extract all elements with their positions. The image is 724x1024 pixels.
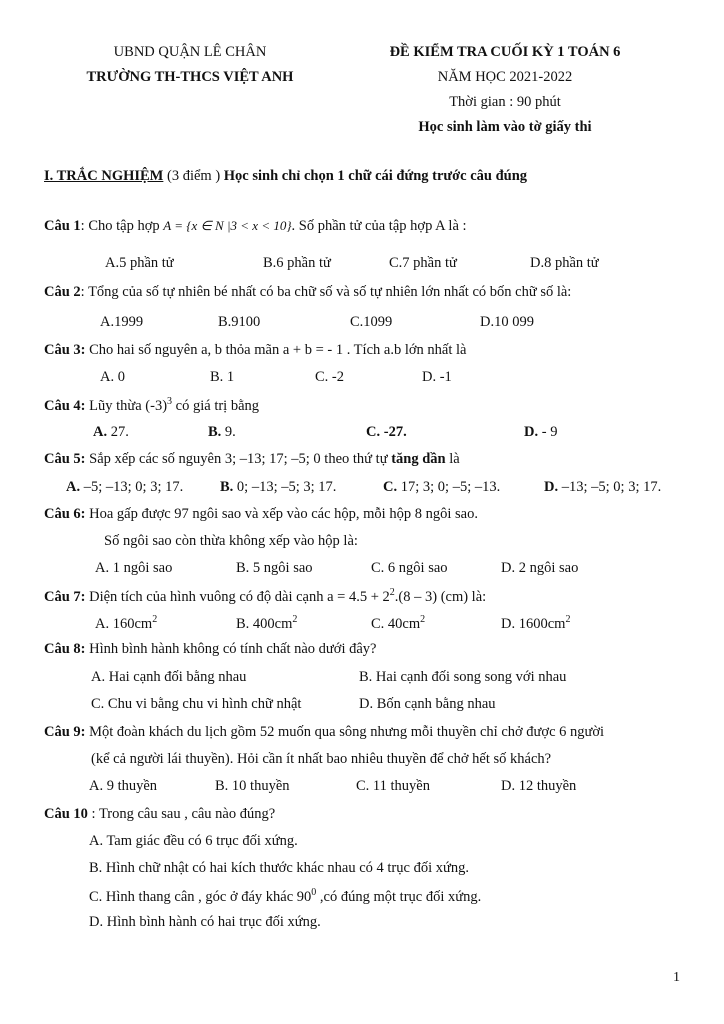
q2-option-c: C.1099 xyxy=(350,314,393,330)
exponent: 2 xyxy=(389,587,395,598)
q8-option-d: D. Bốn cạnh bằng nhau xyxy=(359,696,496,712)
emphasis: tăng dần xyxy=(391,451,446,467)
q8-option-c: C. Chu vi bằng chu vi hình chữ nhật xyxy=(91,696,302,712)
option-letter: C. xyxy=(383,479,398,495)
option-value: 17; 3; 0; –5; –13. xyxy=(397,479,501,495)
q5-option-c xyxy=(383,479,500,496)
set-notation: A = {x ∈ N |3 < x < 10} xyxy=(163,218,292,233)
question-5 xyxy=(44,451,460,468)
q3-option-d: D. -1 xyxy=(422,369,452,385)
q9-option-a: A. 9 thuyền xyxy=(89,778,158,794)
question-text: : Trong câu sau , câu nào đúng? xyxy=(87,806,276,822)
question-label: Câu 10 xyxy=(44,806,88,822)
question-text: Hình bình hành không có tính chất nào dưới đây? xyxy=(85,641,377,657)
q2-option-a: A.1999 xyxy=(100,314,144,330)
question-9 xyxy=(44,724,604,741)
q5-option-d xyxy=(544,479,661,496)
question-2 xyxy=(44,284,571,301)
q10-option-b: B. Hình chữ nhật có hai kích thước khác nhau có 4 trục đối xứng. xyxy=(89,860,469,876)
q3-option-c: C. -2 xyxy=(315,369,344,385)
section-instruction: Học sinh chỉ chọn 1 chữ cái đứng trước câu đúng xyxy=(223,168,528,184)
question-label: Câu 4: xyxy=(44,397,86,414)
q9-option-d: D. 12 thuyền xyxy=(501,778,577,794)
option-value: A. 160cm xyxy=(95,615,153,632)
q8-option-a: A. Hai cạnh đối bằng nhau xyxy=(91,669,247,685)
option-letter: A. xyxy=(66,479,81,495)
q6-option-b: B. 5 ngôi sao xyxy=(236,560,313,576)
page-number: 1 xyxy=(673,970,680,985)
question-text: Một đoàn khách du lịch gồm 52 muốn qua sông nhưng mỗi thuyền chỉ chở được 6 người xyxy=(85,724,605,740)
question-7 xyxy=(44,587,486,606)
question-label: Câu 1 xyxy=(44,218,81,234)
q2-option-d: D.10 099 xyxy=(480,314,534,330)
question-text: Diện tích của hình vuông có độ dài cạnh a = 4.5 + 2 xyxy=(85,588,390,605)
option-value: 0; –13; –5; 3; 17. xyxy=(233,479,337,495)
q10-option-d: D. Hình bình hành có hai trục đối xứng. xyxy=(89,914,321,930)
answer-instruction: Học sinh làm vào tờ giấy thi xyxy=(418,119,592,135)
option-text-after: ,có đúng một trục đối xứng. xyxy=(316,888,482,905)
question-text-after: có giá trị bằng xyxy=(172,397,260,414)
q1-option-c: C.7 phần tử xyxy=(389,255,457,271)
option-letter: D. xyxy=(524,424,539,440)
q4-option-d xyxy=(524,424,557,441)
option-value: –13; –5; 0; 3; 17. xyxy=(558,479,662,495)
q7-option-b xyxy=(236,614,297,633)
header-left-line1: UBND QUẬN LÊ CHÂN xyxy=(113,44,267,60)
question-text: : Tổng của số tự nhiên bé nhất có ba chữ số và số tự nhiên lớn nhất có bốn chữ số là: xyxy=(80,284,572,300)
question-label: Câu 8: xyxy=(44,641,86,657)
unit-exponent: 2 xyxy=(152,614,158,625)
question-label: Câu 7: xyxy=(44,588,86,605)
option-letter: C. xyxy=(366,424,381,440)
degree-exponent: 0 xyxy=(311,887,317,898)
q8-option-b: B. Hai cạnh đối song song với nhau xyxy=(359,669,567,685)
school-year: NĂM HỌC 2021-2022 xyxy=(437,69,573,85)
question-6-line2: Số ngôi sao còn thừa không xếp vào hộp là: xyxy=(104,533,358,549)
q9-option-c: C. 11 thuyền xyxy=(356,778,430,794)
option-value: - 9 xyxy=(538,424,558,440)
option-letter: B. xyxy=(220,479,234,495)
unit-exponent: 2 xyxy=(292,614,298,625)
question-label: Câu 6: xyxy=(44,506,86,522)
q1-option-d: D.8 phần tử xyxy=(530,255,599,271)
question-8 xyxy=(44,641,376,658)
q10-option-a: A. Tam giác đều có 6 trục đối xứng. xyxy=(89,833,298,849)
option-value: 27. xyxy=(107,424,129,440)
duration: Thời gian : 90 phút xyxy=(449,94,561,110)
question-text: Sắp xếp các số nguyên 3; –13; 17; –5; 0 theo thứ tự xyxy=(85,451,392,467)
unit-exponent: 2 xyxy=(565,614,571,625)
option-letter: D. xyxy=(544,479,559,495)
question-text-after: . Số phần tử của tập hợp A là : xyxy=(291,218,467,234)
option-text: C. Hình thang cân , góc ở đáy khác 90 xyxy=(89,888,312,905)
unit-exponent: 2 xyxy=(420,614,426,625)
option-letter: B. xyxy=(208,424,222,440)
q3-option-a: A. 0 xyxy=(100,369,125,385)
q7-option-d xyxy=(501,614,570,633)
q7-option-a xyxy=(95,614,157,633)
question-label: Câu 9: xyxy=(44,724,86,740)
exponent: 3 xyxy=(167,396,173,407)
q10-option-c xyxy=(89,887,481,906)
section-heading xyxy=(44,168,527,185)
option-value: B. 400cm xyxy=(236,615,293,632)
q3-option-b: B. 1 xyxy=(210,369,235,385)
option-value: -27. xyxy=(380,424,407,440)
question-4 xyxy=(44,396,259,415)
q1-option-a: A.5 phần tử xyxy=(105,255,174,271)
q6-option-a: A. 1 ngôi sao xyxy=(95,560,173,576)
question-9-line2: (kể cả người lái thuyền). Hỏi cần ít nhất bao nhiêu thuyền để chở hết số khách? xyxy=(91,751,552,767)
option-value: 9. xyxy=(221,424,236,440)
option-value: C. 40cm xyxy=(371,615,421,632)
option-value: D. 1600cm xyxy=(501,615,566,632)
question-label: Câu 3: xyxy=(44,342,86,358)
question-text: Cho hai số nguyên a, b thỏa mãn a + b = - 1 . Tích a.b lớn nhất là xyxy=(85,342,467,358)
option-letter: A. xyxy=(93,424,108,440)
question-text-after: .(8 – 3) (cm) là: xyxy=(394,588,487,605)
question-10 xyxy=(44,806,275,823)
q5-option-a xyxy=(66,479,183,496)
q5-option-b xyxy=(220,479,336,496)
question-label: Câu 2 xyxy=(44,284,81,300)
section-title: I. TRẮC NGHIỆM xyxy=(44,168,164,184)
question-1 xyxy=(44,218,467,235)
section-points: (3 điểm ) xyxy=(163,168,224,184)
q4-option-a xyxy=(93,424,129,441)
q7-option-c xyxy=(371,614,425,633)
question-label: Câu 5: xyxy=(44,451,86,467)
question-text: : Cho tập hợp xyxy=(80,218,164,234)
q2-option-b: B.9100 xyxy=(218,314,261,330)
q4-option-b xyxy=(208,424,236,441)
q6-option-c: C. 6 ngôi sao xyxy=(371,560,448,576)
question-text-after: là xyxy=(445,451,460,467)
option-value: –5; –13; 0; 3; 17. xyxy=(80,479,184,495)
q9-option-b: B. 10 thuyền xyxy=(215,778,290,794)
header-left-line2: TRƯỜNG TH-THCS VIỆT ANH xyxy=(86,69,294,85)
question-text: Lũy thừa (-3) xyxy=(85,397,168,414)
question-6 xyxy=(44,506,478,523)
q1-option-b: B.6 phần tử xyxy=(263,255,331,271)
question-text: Hoa gấp được 97 ngôi sao và xếp vào các hộp, mỗi hộp 8 ngôi sao. xyxy=(85,506,478,522)
q4-option-c xyxy=(366,424,407,441)
q6-option-d: D. 2 ngôi sao xyxy=(501,560,579,576)
question-3 xyxy=(44,342,466,359)
exam-title: ĐỀ KIỂM TRA CUỐI KỲ 1 TOÁN 6 xyxy=(389,44,621,60)
